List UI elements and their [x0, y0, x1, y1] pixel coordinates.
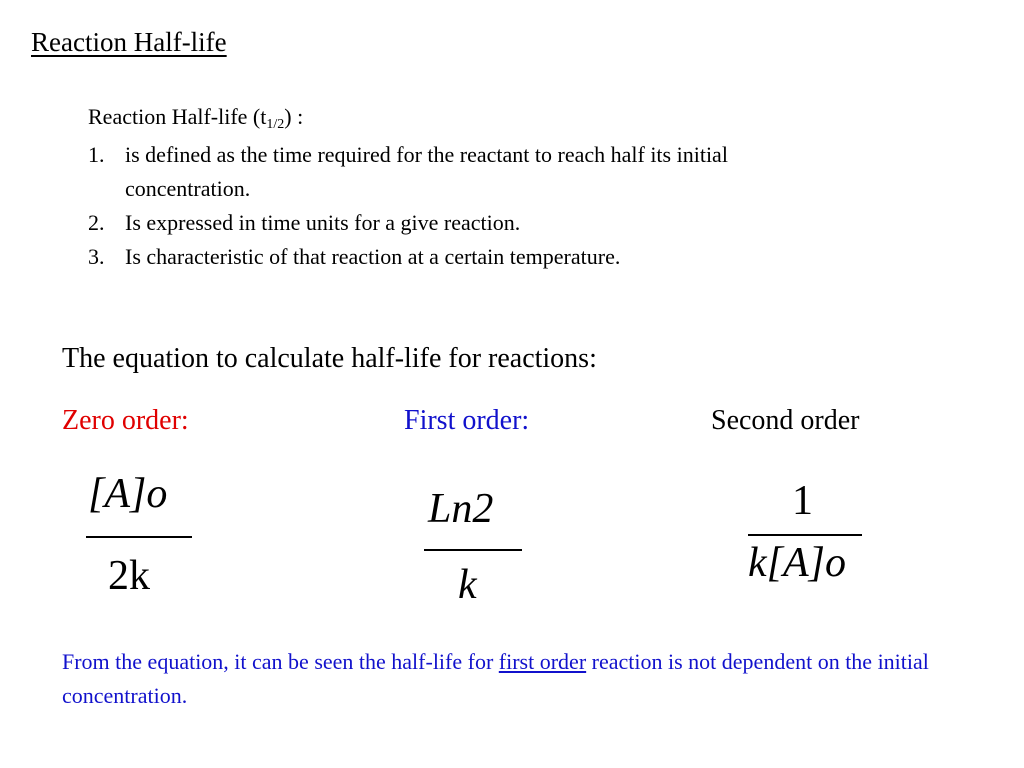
second-order-denominator: k[A]o: [748, 540, 846, 586]
list-item-text: is defined as the time required for the reactant to reach half its initial concentration.: [125, 142, 728, 201]
second-order-equation: [746, 477, 864, 597]
list-item-number: 3.: [88, 244, 105, 269]
conclusion-emphasis: first order: [498, 649, 587, 674]
list-item-number: 1.: [88, 142, 105, 167]
conclusion-text: [62, 645, 942, 713]
intro-subscript: 1/2: [266, 117, 285, 132]
zero-order-fraction-bar: [86, 536, 192, 538]
first-order-equation: [424, 485, 524, 625]
zero-order-denominator: 2k: [108, 553, 150, 599]
list-item: [88, 240, 848, 274]
equation-heading: The equation to calculate half-life for reactions:: [62, 343, 597, 374]
zero-order-label: Zero order:: [62, 405, 189, 436]
second-order-numerator: 1: [792, 478, 813, 524]
first-order-label: First order:: [404, 405, 530, 436]
second-order-label: Second order: [711, 405, 860, 436]
list-item: [88, 138, 848, 206]
half-life-intro: [88, 104, 303, 133]
intro-tail: ) :: [284, 104, 304, 129]
zero-order-equation: [86, 470, 194, 610]
conclusion-after: reaction is not dependent on the initial concentration.: [62, 649, 929, 708]
zero-order-numerator: [A]o: [88, 471, 168, 517]
first-order-numerator: Ln2: [428, 486, 494, 532]
intro-lead: Reaction Half-life (t: [88, 104, 267, 129]
conclusion-before: From the equation, it can be seen the half-life for: [62, 649, 499, 674]
list-item: [88, 206, 848, 240]
list-item-number: 2.: [88, 210, 105, 235]
slide-title: Reaction Half-life: [31, 27, 227, 57]
first-order-fraction-bar: [424, 549, 522, 551]
first-order-denominator: k: [458, 562, 477, 608]
list-item-text: Is characteristic of that reaction at a certain temperature.: [125, 244, 621, 269]
list-item-text: Is expressed in time units for a give reaction.: [125, 210, 521, 235]
definition-list: [88, 138, 848, 274]
second-order-fraction-bar: [748, 534, 862, 536]
